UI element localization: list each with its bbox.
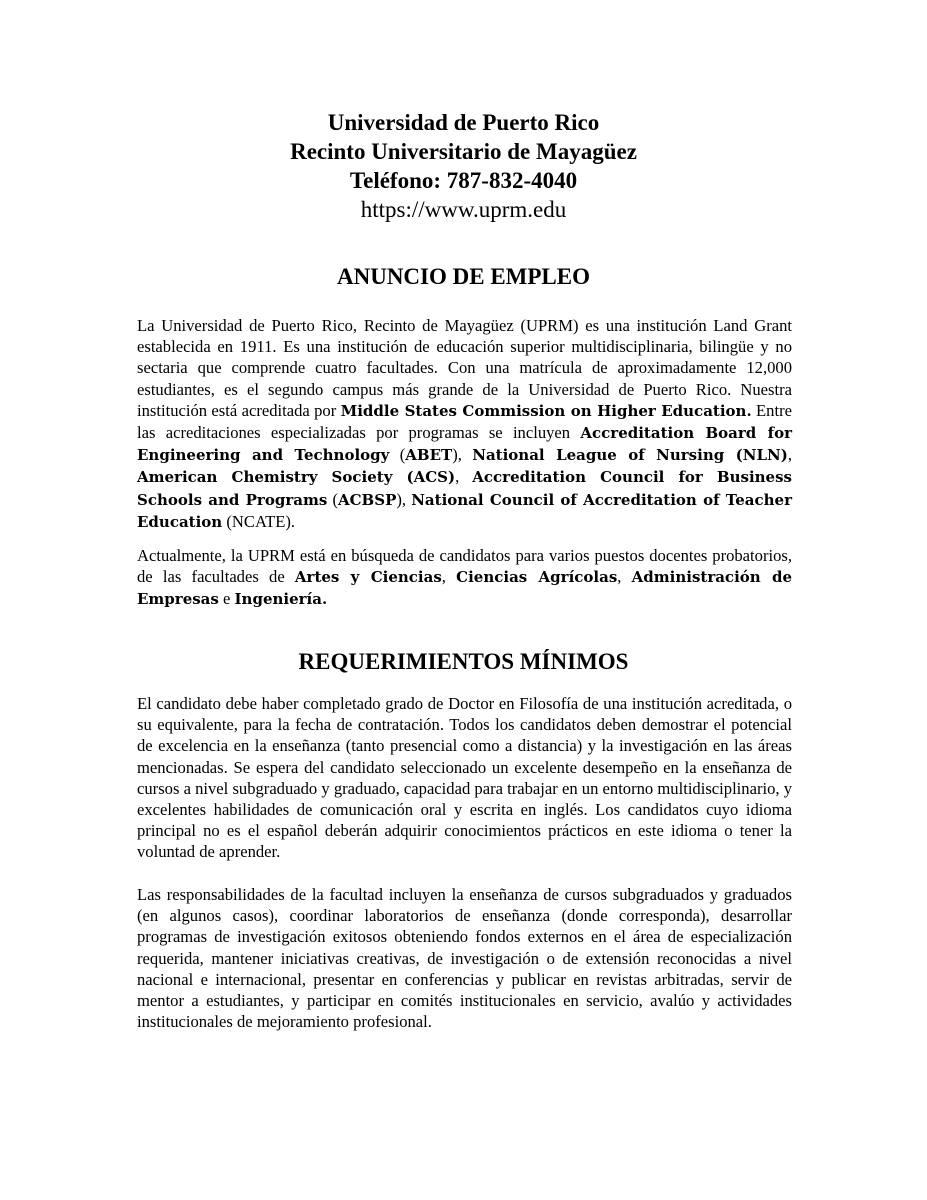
intro-bold-abet-name: Accreditation Board for Engineering and Technology xyxy=(137,424,792,465)
faculty-business-administration: Administración de Empresas xyxy=(137,568,793,609)
intro-text-7: ( xyxy=(327,489,338,509)
university-name: Universidad de Puerto Rico xyxy=(327,110,600,135)
intro-text-3: ( xyxy=(389,445,406,465)
requirements-paragraph: El candidato debe haber completado grado de Doctor en Filosofía de una institución acreditada, o su equivalente, para la fecha de contratación. Todos los candidatos deben demostrar el potencial de excelencia en la enseñanza (tanto presencial como a distancia) y la investigación en las áreas mencionadas. Se espera del candidato seleccionado un excelente desempeño en la enseñanza de cursos a nivel subgraduado y graduado, capacidad para trabajar en un entorno multidisciplinario, y excelentes habilidades de comunicación oral y escrita en inglés. Los candidatos cuyo idioma principal no es el español deberán adquirir conocimientos prácticos en este idioma o tener la voluntad de aprender. xyxy=(137,694,792,862)
intro-paragraph xyxy=(137,315,792,533)
letterhead xyxy=(0,108,927,224)
intro-bold-nln: National League of Nursing (NLN) xyxy=(472,446,788,465)
requirements-title: REQUERIMIENTOS MÍNIMOS xyxy=(298,649,629,674)
intro-bold-ncate-name: National Council of Accreditation of Teacher Education xyxy=(137,490,792,531)
intro-text-9: (NCATE). xyxy=(222,511,296,531)
positions-text-1: Actualmente, la UPRM está en búsqueda de candidatos para varios puestos docentes probatorios, de las facultades de xyxy=(137,546,792,587)
positions-text-4: e xyxy=(218,589,235,609)
intro-bold-middle-states: Middle States Commission on Higher Education. xyxy=(340,401,752,420)
faculty-arts-sciences: Artes y Ciencias xyxy=(294,568,442,587)
positions-text-2: , xyxy=(441,567,457,587)
intro-text-1: La Universidad de Puerto Rico, Recinto de Mayagüez (UPRM) es una institución Land Grant establecida en 1911. Es una institución de educación superior multidisciplinaria, bilingüe y no sectaria que comprende cuatro facultades. Con una matrícula de aproximadamente 12,000 estudiantes, es el segundo campus más grande de la Universidad de Puerto Rico. Nuestra institución está acreditada por xyxy=(137,316,792,420)
intro-bold-acbsp-name: Accreditation Council for Business Schools and Programs xyxy=(137,468,792,509)
campus-name: Recinto Universitario de Mayagüez xyxy=(290,139,637,164)
intro-text-6: , xyxy=(455,467,473,487)
positions-paragraph xyxy=(137,545,792,611)
faculty-engineering: Ingeniería. xyxy=(234,590,328,609)
intro-text-4: ), xyxy=(452,445,473,465)
phone-number: Teléfono: 787-832-4040 xyxy=(349,168,578,193)
website-url[interactable]: https://www.uprm.edu xyxy=(360,197,567,222)
responsibilities-paragraph: Las responsabilidades de la facultad incluyen la enseñanza de cursos subgraduados y graduados (en algunos casos), coordinar laboratorios de enseñanza (donde corresponda), desarrollar programas de investigación exitosos obteniendo fondos externos en el área de especialización requerida, mantener iniciativas creativas, de investigación o de extensión reconocidas a nivel nacional e internacional, presentar en conferencias y publicar en revistas arbitradas, servir de mentor a estudiantes, y participar en comités institucionales en servicio, avalúo y actividades institucionales de mejoramiento profesional. xyxy=(137,885,792,1032)
positions-text-3: , xyxy=(617,567,632,587)
intro-bold-acs: American Chemistry Society (ACS) xyxy=(137,468,456,487)
intro-text-8: ), xyxy=(396,489,412,509)
announcement-title: ANUNCIO DE EMPLEO xyxy=(336,264,590,289)
intro-bold-acbsp: ACBSP xyxy=(337,490,397,509)
intro-text-2: Entre las acreditaciones especializadas por programas se incluyen xyxy=(137,400,792,443)
intro-text-5: , xyxy=(787,445,792,465)
intro-bold-abet: ABET xyxy=(405,446,453,465)
faculty-agricultural-sciences: Ciencias Agrícolas xyxy=(456,568,618,587)
